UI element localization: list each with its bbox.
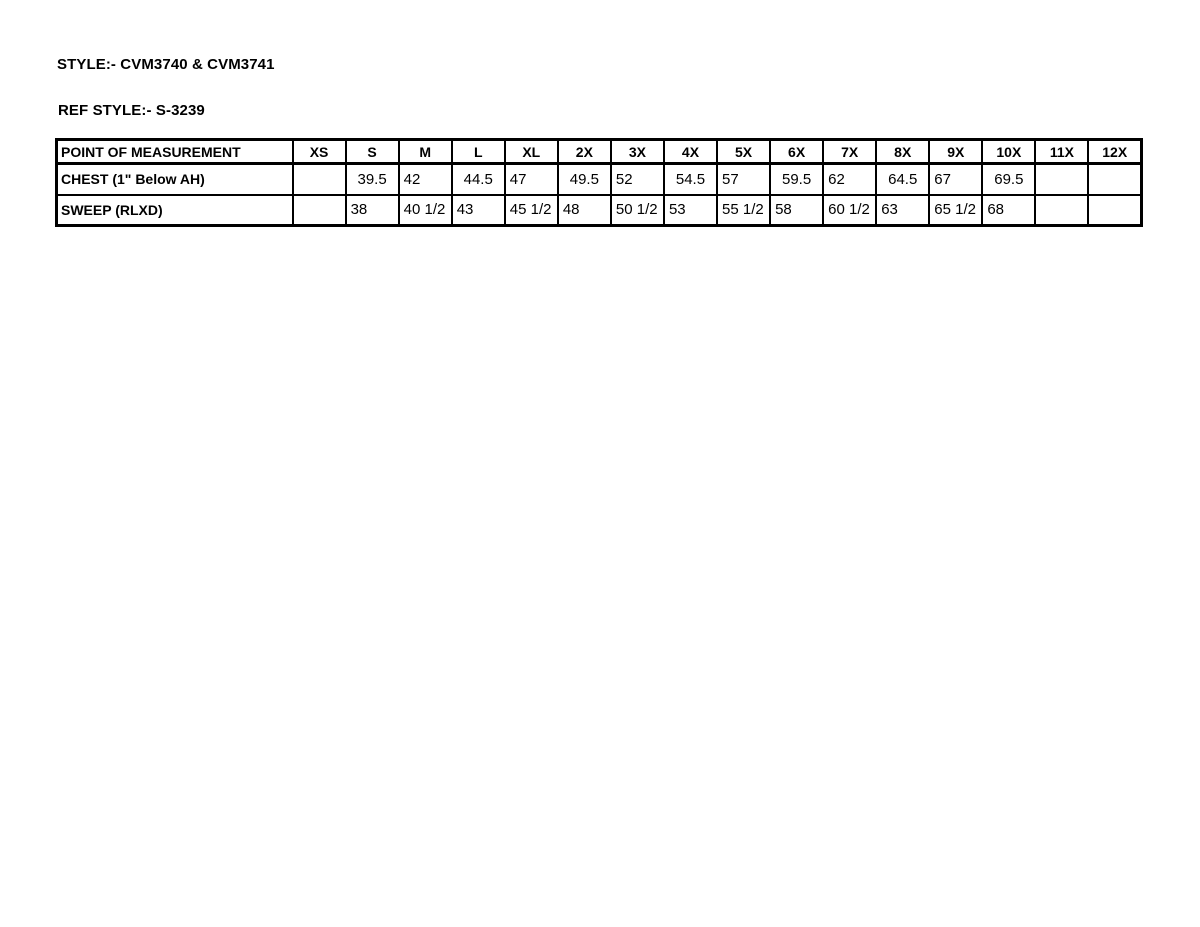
size-column-header: 8X	[876, 140, 929, 164]
size-column-header: 12X	[1088, 140, 1141, 164]
size-value-cell: 57	[717, 164, 770, 195]
size-column-header: M	[399, 140, 452, 164]
size-value-cell: 48	[558, 195, 611, 226]
style-title: STYLE:- CVM3740 & CVM3741	[57, 56, 275, 73]
size-chart-header-row	[57, 140, 1142, 164]
size-column-header: 2X	[558, 140, 611, 164]
size-value-cell: 44.5	[452, 164, 505, 195]
size-value-cell: 68	[982, 195, 1035, 226]
size-column-header: S	[346, 140, 399, 164]
size-value-cell: 65 1/2	[929, 195, 982, 226]
size-value-cell: 42	[399, 164, 452, 195]
size-chart-body	[57, 164, 1142, 226]
size-value-cell	[293, 195, 346, 226]
size-value-cell: 43	[452, 195, 505, 226]
measurement-column-header: POINT OF MEASUREMENT	[57, 140, 293, 164]
size-value-cell	[1035, 164, 1088, 195]
size-column-header: 5X	[717, 140, 770, 164]
size-column-header: XS	[293, 140, 346, 164]
size-value-cell: 55 1/2	[717, 195, 770, 226]
size-value-cell: 50 1/2	[611, 195, 664, 226]
size-column-header: L	[452, 140, 505, 164]
size-value-cell: 39.5	[346, 164, 399, 195]
size-value-cell	[1035, 195, 1088, 226]
size-column-header: 6X	[770, 140, 823, 164]
size-column-header: 4X	[664, 140, 717, 164]
size-chart-table	[55, 138, 1143, 227]
row-label: CHEST (1" Below AH)	[57, 164, 293, 195]
size-value-cell: 47	[505, 164, 558, 195]
row-label: SWEEP (RLXD)	[57, 195, 293, 226]
table-row	[57, 195, 1142, 226]
size-value-cell: 54.5	[664, 164, 717, 195]
size-column-header: XL	[505, 140, 558, 164]
size-column-header: 7X	[823, 140, 876, 164]
size-value-cell: 60 1/2	[823, 195, 876, 226]
size-value-cell: 49.5	[558, 164, 611, 195]
size-value-cell: 38	[346, 195, 399, 226]
size-column-header: 3X	[611, 140, 664, 164]
ref-style-title: REF STYLE:- S-3239	[58, 102, 205, 119]
table-row	[57, 164, 1142, 195]
size-value-cell: 53	[664, 195, 717, 226]
size-column-header: 11X	[1035, 140, 1088, 164]
size-value-cell: 52	[611, 164, 664, 195]
size-value-cell	[1088, 195, 1141, 226]
size-value-cell: 40 1/2	[399, 195, 452, 226]
size-value-cell	[293, 164, 346, 195]
size-column-header: 10X	[982, 140, 1035, 164]
size-value-cell: 59.5	[770, 164, 823, 195]
size-value-cell: 63	[876, 195, 929, 226]
size-value-cell: 62	[823, 164, 876, 195]
size-value-cell: 67	[929, 164, 982, 195]
size-value-cell	[1088, 164, 1141, 195]
size-value-cell: 58	[770, 195, 823, 226]
size-column-header: 9X	[929, 140, 982, 164]
size-value-cell: 69.5	[982, 164, 1035, 195]
size-value-cell: 45 1/2	[505, 195, 558, 226]
size-value-cell: 64.5	[876, 164, 929, 195]
